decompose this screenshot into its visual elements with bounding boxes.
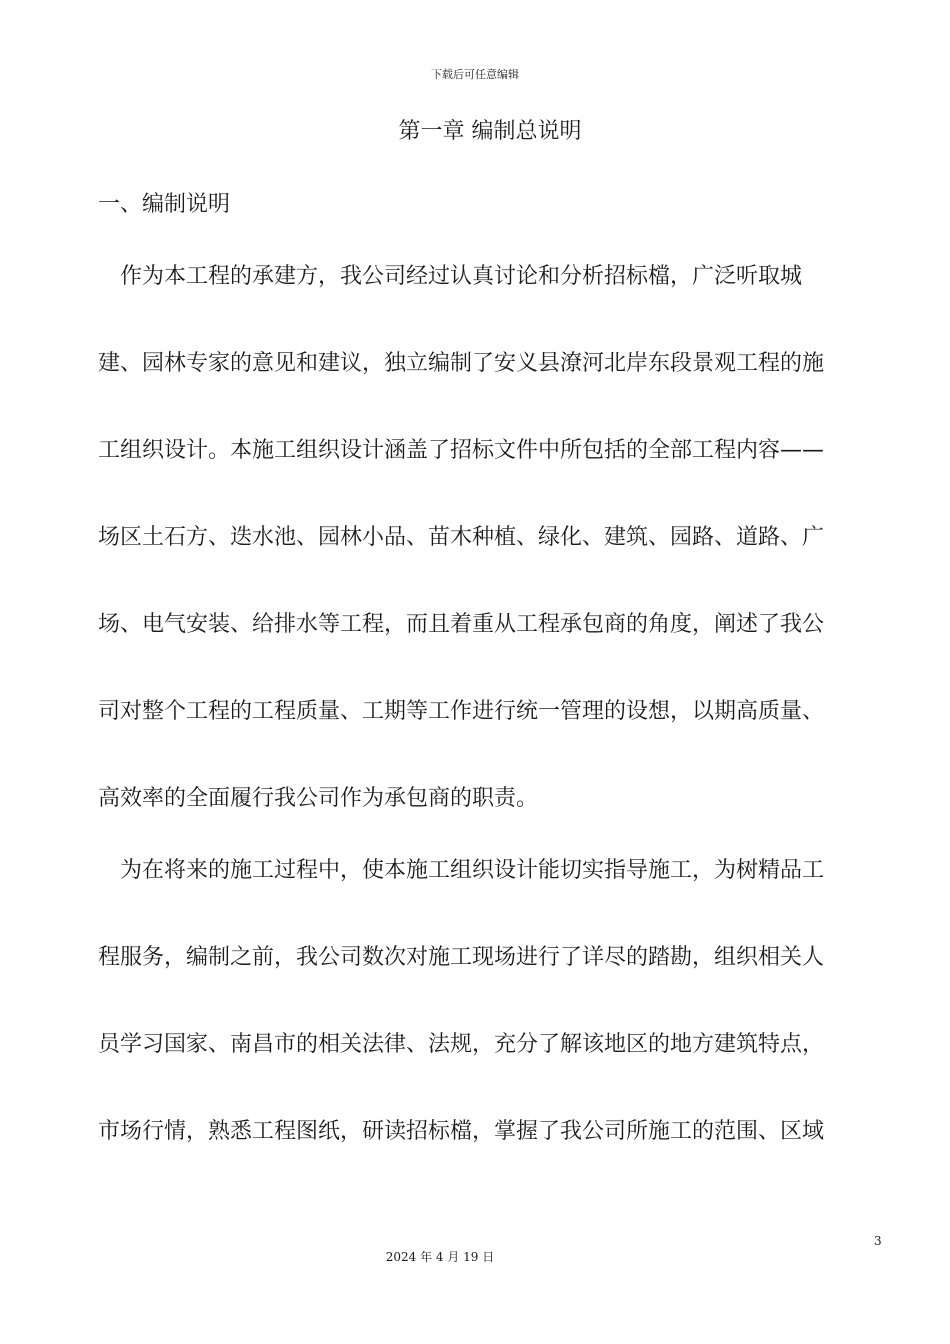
footer-date: 2024 年 4 月 19 日 (385, 1250, 495, 1264)
paragraph-line: 为在将来的施工过程中，使本施工组织设计能切实指导施工，为树精品工 (98, 858, 825, 883)
paragraph-line: 司对整个工程的工程质量、工期等工作进行统一管理的设想，以期高质量、 (98, 699, 825, 724)
paragraph-line: 市场行情，熟悉工程图纸，研读招标檔，掌握了我公司所施工的范围、区域 (98, 1119, 825, 1144)
paragraph-line: 工组织设计。本施工组织设计涵盖了招标文件中所包括的全部工程内容—— (98, 438, 825, 463)
chapter-title: 第一章 编制总说明 (398, 119, 582, 144)
header-note: 下载后可任意编辑 (431, 68, 519, 81)
section-heading: 一、编制说明 (98, 192, 231, 217)
paragraph-line: 作为本工程的承建方，我公司经过认真讨论和分析招标檔，广泛听取城 (98, 264, 803, 289)
page-number: 3 (874, 1234, 882, 1248)
paragraph-line: 程服务，编制之前，我公司数次对施工现场进行了详尽的踏勘，组织相关人 (98, 945, 825, 970)
paragraph-line: 建、园林专家的意见和建议，独立编制了安义县潦河北岸东段景观工程的施 (98, 351, 825, 376)
paragraph-line: 场区土石方、迭水池、园林小品、苗木种植、绿化、建筑、园路、道路、广 (98, 525, 825, 550)
paragraph-line: 场、电气安装、给排水等工程，而且着重从工程承包商的角度，阐述了我公 (98, 612, 825, 637)
paragraph-line: 高效率的全面履行我公司作为承包商的职责。 (98, 786, 539, 811)
paragraph-line: 员学习国家、南昌市的相关法律、法规，充分了解该地区的地方建筑特点， (98, 1032, 825, 1057)
